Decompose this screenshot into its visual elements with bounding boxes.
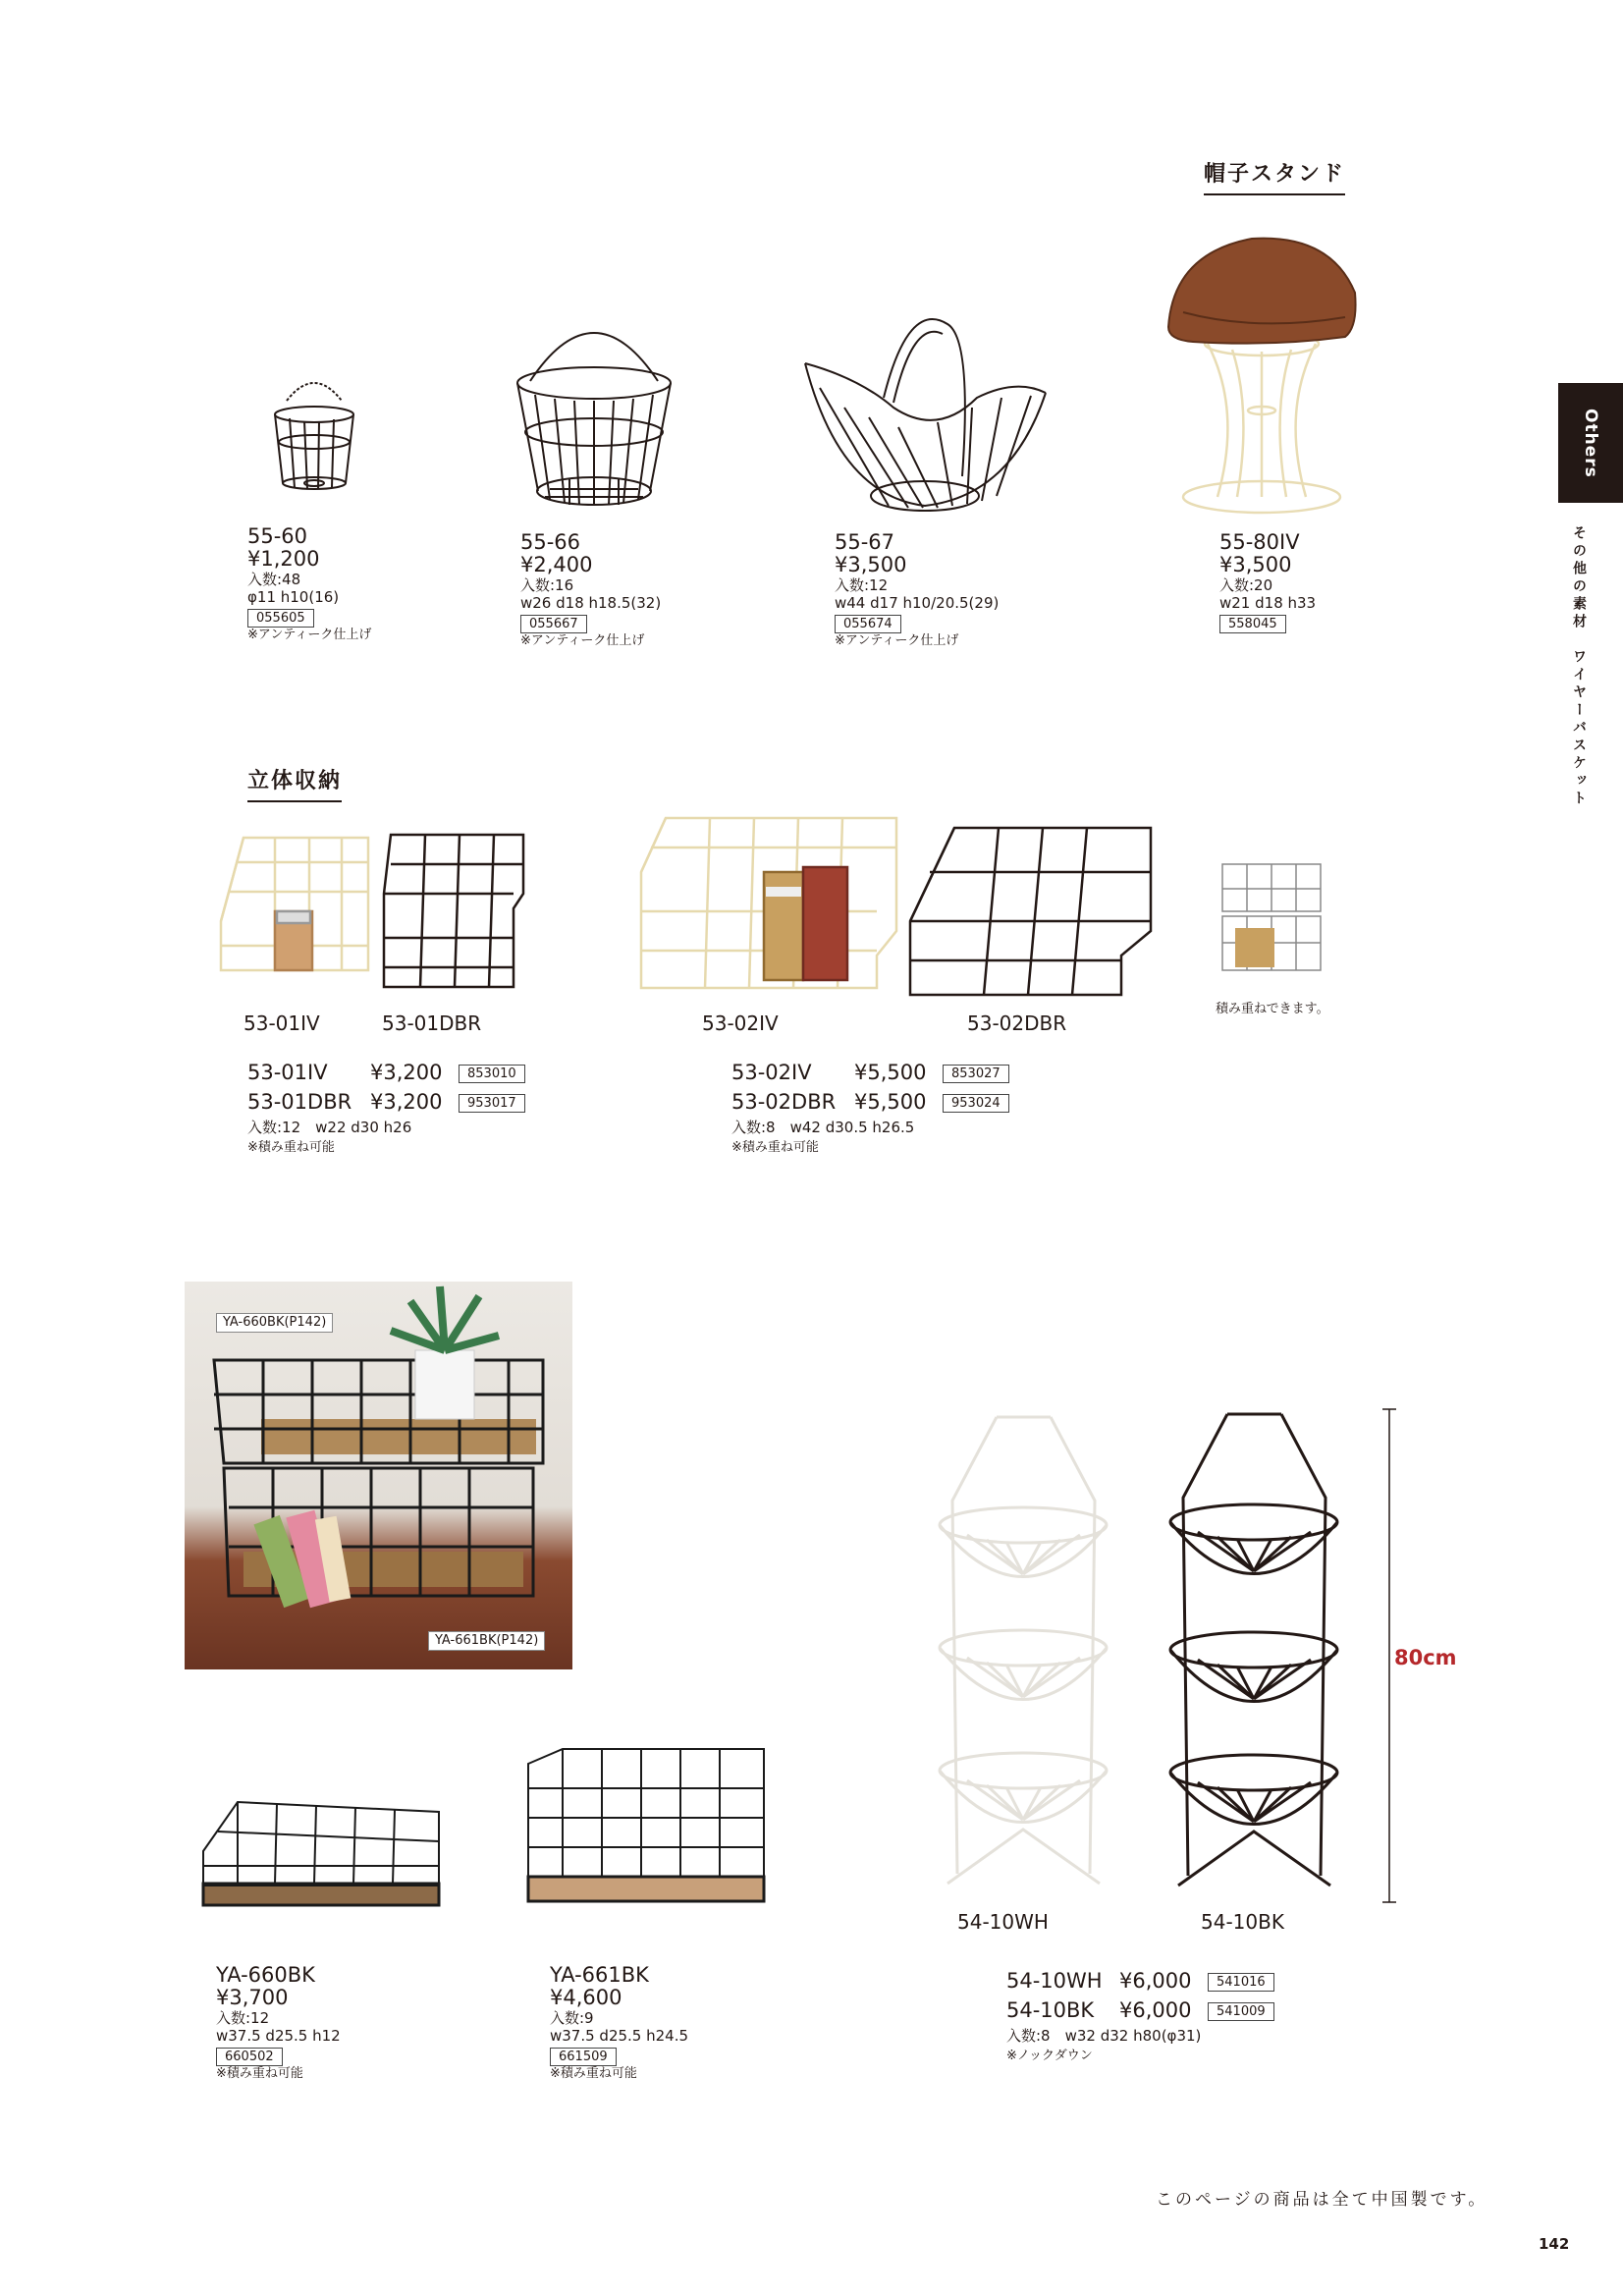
stand-54-10bk-image (1159, 1409, 1350, 1895)
label-53-01dbr: 53-01DBR (382, 1011, 482, 1035)
product-code: 53-01DBR (247, 1089, 352, 1114)
jan-code-box: 055667 (520, 615, 587, 633)
rack-53-01iv-image (216, 833, 378, 998)
product-note: ※積み重ね可能 (216, 2066, 303, 2081)
product-spec: 入数:8 w42 d30.5 h26.5 (731, 1119, 915, 1136)
product-price: ¥3,500 (1219, 553, 1292, 576)
product-code: 53-01IV (247, 1060, 328, 1084)
basket-55-60-image (265, 373, 363, 496)
product-price: ¥1,200 (247, 547, 320, 571)
height-label: 80cm (1394, 1646, 1457, 1669)
product-code: YA-660BK (216, 1963, 315, 1987)
product-note: ※積み重ね可能 (550, 2066, 637, 2081)
product-spec: 入数:12 w22 d30 h26 (247, 1119, 412, 1136)
jan-code-box: 660502 (216, 2048, 283, 2066)
stacked-racks-image (1217, 859, 1325, 975)
product-code: 53-02IV (731, 1060, 812, 1084)
rack-53-02dbr-image (905, 823, 1156, 1000)
origin-note: このページの商品は全て中国製です。 (1156, 2190, 1488, 2210)
photo-scene (185, 1282, 572, 1669)
jan-code-box: 661509 (550, 2048, 617, 2066)
jan-code-box: 541016 (1208, 1973, 1274, 1992)
label-54-10wh: 54-10WH (957, 1910, 1049, 1934)
product-price: ¥6,000 (1119, 1968, 1192, 1993)
product-size: w21 d18 h33 (1219, 594, 1317, 612)
product-size: φ11 h10(16) (247, 588, 340, 606)
product-price: ¥3,200 (370, 1060, 443, 1084)
jan-code-box: 055674 (835, 615, 901, 633)
stack-note: 積み重ねできます。 (1216, 1002, 1329, 1016)
product-code: 55-80IV (1219, 530, 1300, 554)
product-ya-661bk (550, 1964, 688, 2082)
product-code: 55-67 (835, 530, 895, 554)
stand-54-10wh-image (928, 1412, 1119, 1893)
product-qty: 入数:20 (1219, 576, 1273, 594)
product-note: ※アンティーク仕上げ (520, 633, 645, 648)
jan-code-box: 853010 (459, 1065, 525, 1083)
product-price: ¥5,500 (854, 1089, 927, 1114)
product-note: ※ノックダウン (1006, 2049, 1093, 2063)
label-53-02dbr: 53-02DBR (967, 1011, 1067, 1035)
jan-code-box: 953024 (943, 1094, 1009, 1113)
jan-code-box: 853027 (943, 1065, 1009, 1083)
product-price: ¥6,000 (1119, 1997, 1192, 2022)
label-54-10bk: 54-10BK (1201, 1910, 1284, 1934)
jan-code-box: 055605 (247, 609, 314, 628)
tray-ya-661bk-image (523, 1744, 769, 1921)
product-price: ¥3,500 (835, 553, 907, 576)
rack-53-01dbr-image (376, 830, 533, 997)
product-55-60 (247, 525, 371, 643)
product-qty: 入数:9 (550, 2009, 594, 2027)
product-55-67 (835, 531, 999, 649)
product-price: ¥3,700 (216, 1986, 289, 2009)
jan-code-box: 953017 (459, 1094, 525, 1113)
product-price: ¥2,400 (520, 553, 593, 576)
product-note: ※アンティーク仕上げ (247, 628, 372, 642)
product-qty: 入数:12 (835, 576, 889, 594)
product-price: ¥4,600 (550, 1986, 622, 2009)
section-title-storage: 立体収納 (247, 764, 342, 802)
product-size: w37.5 d25.5 h24.5 (550, 2027, 689, 2045)
product-55-66 (520, 531, 661, 649)
basket-55-67-image (800, 319, 1051, 520)
jan-code-box: 541009 (1208, 2002, 1274, 2021)
storage-group-53-02 (731, 1058, 1009, 1156)
product-price: ¥5,500 (854, 1060, 927, 1084)
rack-53-02iv-image (636, 813, 901, 995)
product-qty: 入数:12 (216, 2009, 270, 2027)
label-53-02iv: 53-02IV (702, 1011, 779, 1035)
product-code: YA-661BK (550, 1963, 649, 1987)
product-note: ※アンティーク仕上げ (835, 633, 959, 648)
product-55-80iv (1219, 531, 1316, 633)
product-code: 54-10WH (1006, 1968, 1103, 1993)
photo-tag-top: YA-660BK(P142) (216, 1313, 333, 1333)
photo-tag-bottom: YA-661BK(P142) (428, 1631, 545, 1651)
basket-55-66-image (511, 324, 677, 516)
product-note: ※積み重ね可能 (247, 1140, 335, 1155)
label-53-01iv: 53-01IV (243, 1011, 320, 1035)
side-subtitle: その他の素材 ワイヤーバスケット (1571, 525, 1587, 808)
product-size: w37.5 d25.5 h12 (216, 2027, 341, 2045)
tray-ya-660bk-image (198, 1797, 444, 1920)
product-qty: 入数:48 (247, 571, 301, 588)
product-ya-660bk (216, 1964, 341, 2082)
jan-code-box: 558045 (1219, 615, 1286, 633)
product-note: ※積み重ね可能 (731, 1140, 819, 1155)
side-tab-others[interactable]: Others (1558, 383, 1623, 503)
stand-group-54-10 (1006, 1966, 1274, 2064)
product-code: 54-10BK (1006, 1997, 1095, 2022)
product-qty: 入数:16 (520, 576, 574, 594)
page-number: 142 (1539, 2235, 1570, 2253)
section-title-hat-stand: 帽子スタンド (1204, 157, 1345, 195)
product-code: 55-66 (520, 530, 581, 554)
product-code: 55-60 (247, 524, 308, 548)
product-size: w26 d18 h18.5(32) (520, 594, 662, 612)
product-size: w44 d17 h10/20.5(29) (835, 594, 1000, 612)
product-code: 53-02DBR (731, 1089, 837, 1114)
product-price: ¥3,200 (370, 1089, 443, 1114)
lifestyle-photo (185, 1282, 572, 1669)
product-spec: 入数:8 w32 d32 h80(φ31) (1006, 2027, 1202, 2045)
storage-group-53-01 (247, 1058, 525, 1156)
hat-stand-55-80iv-image (1163, 234, 1360, 519)
